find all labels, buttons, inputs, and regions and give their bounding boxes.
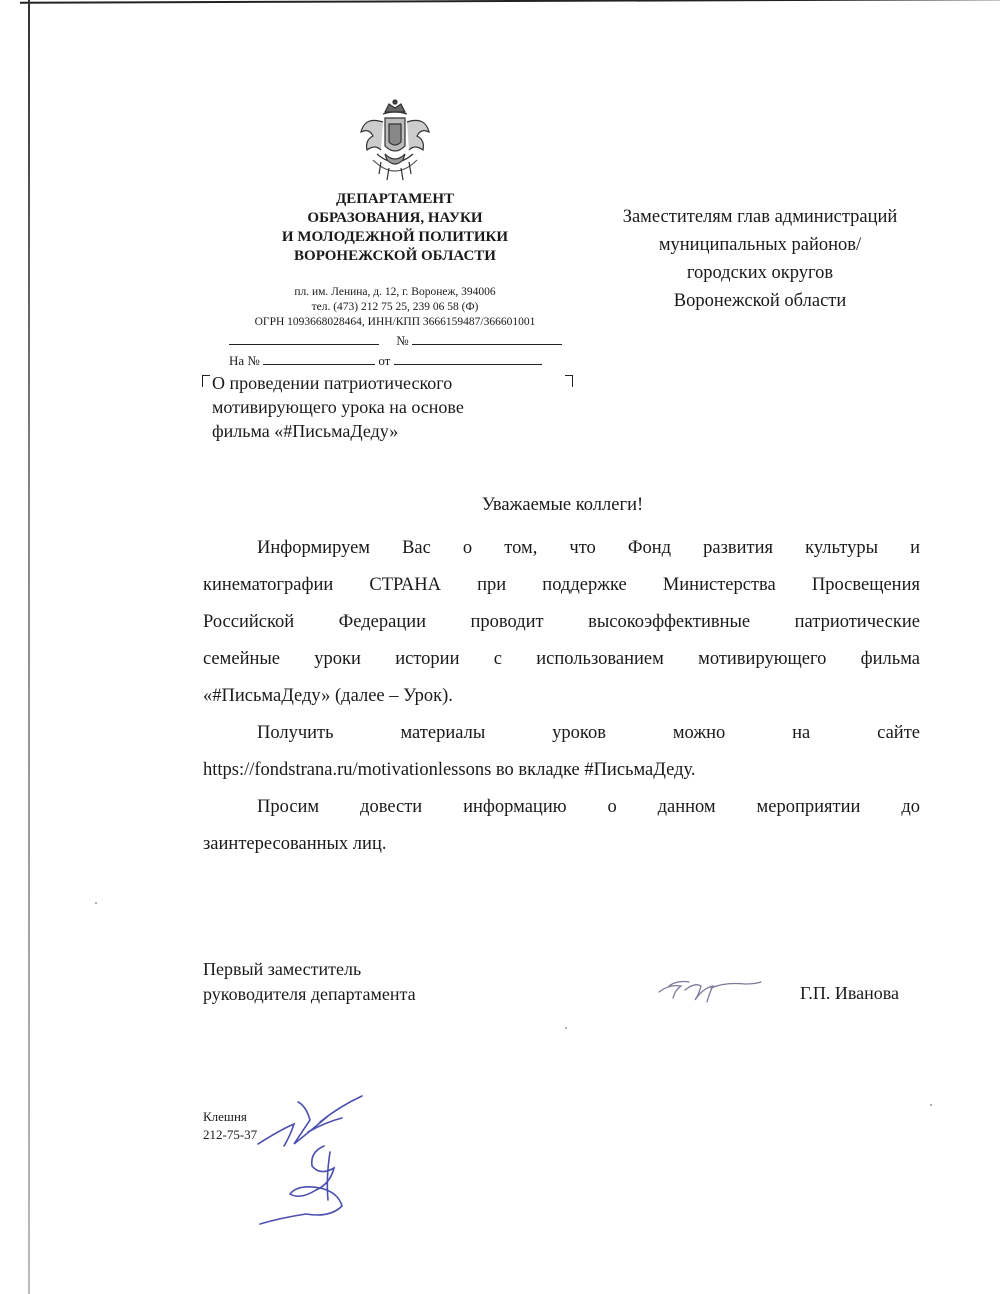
department-name-line: ВОРОНЕЖСКОЙ ОБЛАСТИ [294, 248, 496, 264]
registration-number-line [229, 332, 562, 349]
letter-body [203, 530, 920, 863]
reply-date-blank [394, 352, 542, 365]
reply-reference-line [229, 352, 542, 369]
body-line: Получить материалы уроков можно на сайте [257, 723, 920, 743]
signer-title-line: руководителя департамента [203, 984, 416, 1004]
scan-speck [95, 902, 97, 904]
handwritten-signature-icon [655, 972, 765, 1006]
body-line: Просим довести информацию о данном мероприятии до [257, 797, 920, 817]
recipient-line: Заместителям глав администраций [622, 207, 898, 227]
signer-title [203, 957, 416, 1007]
recipient-line: Воронежской области [673, 291, 847, 311]
subject-line: мотивирующего урока на основе [212, 397, 464, 417]
recipient-line: муниципальных районов/ [658, 235, 862, 255]
body-line: «#ПисьмаДеду» (далее – Урок). [203, 686, 453, 706]
date-blank [229, 332, 379, 345]
reply-to-label: На № [229, 353, 260, 368]
website-link: https://fondstrana.ru/motivationlessons во вкладке #ПисьмаДеду. [203, 760, 696, 780]
signer-name: Г.П. Иванова [800, 983, 900, 1003]
reply-number-blank [263, 352, 375, 365]
letter-subject [205, 371, 575, 443]
coat-of-arms-icon [355, 98, 435, 186]
department-name-line: ОБРАЗОВАНИЯ, НАУКИ [307, 210, 483, 226]
department-contacts [205, 285, 585, 330]
body-line: кинематографии СТРАНА при поддержке Министерства Просвещения [203, 575, 920, 595]
department-address: пл. им. Ленина, д. 12, г. Воронеж, 394006 [294, 286, 496, 298]
body-line: заинтересованных лиц. [203, 834, 387, 854]
department-name-line: И МОЛОДЕЖНОЙ ПОЛИТИКИ [281, 229, 509, 245]
department-name [255, 190, 535, 266]
subject-line: фильма «#ПисьмаДеду» [212, 421, 399, 441]
scan-edge [20, 0, 1000, 4]
recipient-block [595, 203, 925, 315]
scan-speck [930, 1104, 932, 1106]
from-label: от [378, 353, 391, 368]
body-line: Российской Федерации проводит высокоэффективные патриотические [203, 612, 920, 632]
subject-line: О проведении патриотического [212, 373, 453, 393]
department-ogrn: ОГРН 1093668028464, ИНН/КПП 3666159487/366601001 [254, 316, 536, 328]
subject-corner-mark [565, 375, 573, 387]
scan-edge [28, 0, 30, 1294]
number-blank [412, 332, 562, 345]
salutation: Уважаемые коллеги! [481, 495, 644, 515]
subject-corner-mark [202, 375, 210, 387]
number-mark: № [396, 333, 409, 348]
body-line: семейные уроки истории с использованием мотивирующего фильма [203, 649, 920, 669]
handwritten-signature-icon [250, 1088, 380, 1228]
scan-speck [565, 1027, 567, 1029]
executor-name: Клешня [203, 1109, 247, 1124]
recipient-line: городских округов [686, 263, 834, 283]
signer-title-line: Первый заместитель [203, 959, 362, 979]
department-name-line: ДЕПАРТАМЕНТ [335, 191, 455, 207]
body-line: Информируем Вас о том, что Фонд развития культуры и [257, 538, 920, 558]
executor-phone: 212-75-37 [203, 1127, 258, 1142]
department-phone: тел. (473) 212 75 25, 239 06 58 (Ф) [311, 301, 479, 313]
